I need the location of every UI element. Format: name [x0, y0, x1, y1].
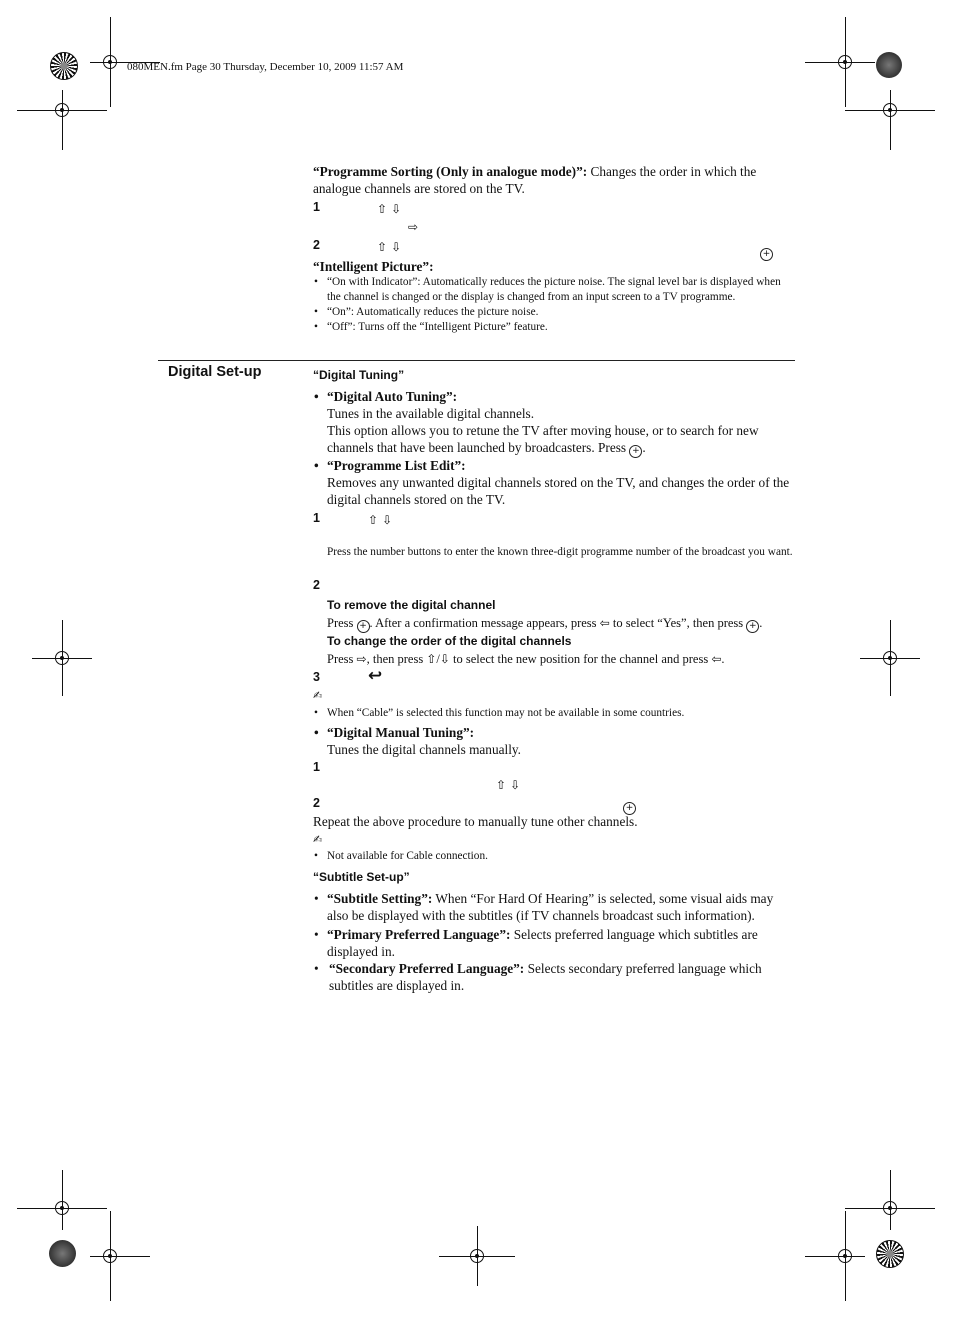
- analogue-settings-block: [313, 163, 795, 197]
- enter-icon: +: [357, 620, 370, 633]
- solid-target-icon: [876, 52, 902, 78]
- remove-text-c: to select “Yes”, then press: [609, 616, 747, 630]
- star-target-icon: [50, 52, 78, 80]
- list-item: • “On”: Automatically reduces the picture noise.: [313, 305, 795, 320]
- right-arrow-icon: [408, 218, 418, 236]
- not-available-block: [313, 849, 795, 864]
- up-arrow-icon: ⇧: [377, 202, 388, 216]
- primary-language-label: “Primary Preferred Language”:: [327, 927, 511, 942]
- programme-list-edit-text: Removes any unwanted digital channels stored on the TV, and changes the order of the digital channels stored on the TV.: [327, 475, 790, 507]
- list-item: • Not available for Cable connection.: [313, 849, 795, 864]
- step-number: 2: [313, 238, 320, 252]
- secondary-language-text: Selects secondary preferred language which subtitles are displayed in.: [329, 961, 762, 993]
- programme-list-edit-label: • “Programme List Edit”:: [313, 457, 795, 474]
- section-title: Digital Set-up: [168, 364, 262, 380]
- change-text-d: .: [721, 652, 725, 666]
- section-divider: [158, 360, 795, 361]
- right-arrow-glyph: ⇨: [408, 220, 419, 234]
- repeat-text: Repeat the above procedure to manually tune other channels.: [313, 814, 638, 829]
- enter-icon: +: [629, 445, 642, 458]
- up-arrow-icon: ⇧: [377, 240, 388, 254]
- down-arrow-icon: ⇩: [391, 202, 402, 216]
- digital-auto-tuning-desc-text: This option allows you to retune the TV after moving house, or to search for new channels that have been launched by broadcasters. Press: [327, 423, 759, 455]
- change-text-b: , then press: [366, 652, 427, 666]
- change-text-c: to select the new position for the channel and press: [449, 652, 712, 666]
- up-down-arrows-icon: [496, 776, 520, 794]
- down-arrow-icon: ⇩: [439, 652, 450, 666]
- digital-manual-tuning-text: Tunes the digital channels manually.: [327, 742, 522, 757]
- star-target-icon: [876, 1240, 904, 1268]
- step-number: 2: [313, 578, 320, 592]
- primary-language-text: Selects preferred language which subtitles are displayed in.: [327, 927, 758, 959]
- primary-language-item: [313, 926, 795, 960]
- change-text-a: Press: [327, 652, 357, 666]
- down-arrow-icon: ⇩: [391, 240, 402, 254]
- programme-sorting-paragraph: [313, 163, 795, 197]
- digital-manual-tuning-block: [313, 724, 795, 758]
- list-item: • “On with Indicator”: Automatically reduces the picture noise. The signal level bar is displayed when the channel is changed or the display is changed from an input screen to a TV programme.: [313, 275, 795, 305]
- list-item: • When “Cable” is selected this function may not be available in some countries.: [313, 706, 795, 721]
- left-arrow-icon: ⇦: [599, 616, 610, 630]
- left-arrow-icon: ⇦: [711, 652, 722, 666]
- remove-channel-heading: To remove the digital channel: [327, 598, 496, 612]
- cable-note-block: [313, 706, 795, 721]
- note-icon: ✍: [313, 833, 323, 846]
- right-arrow-icon: ⇨: [356, 652, 367, 666]
- step-number: 1: [313, 511, 320, 525]
- step-number: 3: [313, 670, 320, 684]
- secondary-language-label: “Secondary Preferred Language”:: [329, 961, 525, 976]
- digital-tuning-heading: “Digital Tuning”: [313, 368, 405, 382]
- down-arrow-icon: ⇩: [510, 778, 521, 792]
- digital-auto-tuning-line: Tunes in the available digital channels.: [327, 406, 535, 421]
- note-icon: ✍: [313, 689, 323, 702]
- up-down-arrows-icon: [368, 511, 392, 529]
- return-icon: ↩: [368, 666, 383, 686]
- list-item: • “Off”: Turns off the “Intelligent Picture” feature.: [313, 320, 795, 335]
- programme-sorting-text: Changes the order in which the analogue channels are stored on the TV.: [313, 164, 757, 196]
- remove-text-a: Press: [327, 616, 357, 630]
- remove-text-d: .: [759, 616, 763, 630]
- up-arrow-icon: ⇧: [426, 652, 437, 666]
- subtitle-setting-label: “Subtitle Setting”:: [327, 891, 433, 906]
- remove-channel-text: [327, 616, 797, 633]
- subtitle-settings-block: [313, 890, 795, 994]
- enter-glyph: +: [760, 248, 773, 261]
- solid-target-icon: [49, 1240, 76, 1267]
- remove-text-b: . After a confirmation message appears, press: [369, 616, 600, 630]
- number-buttons-text: Press the number buttons to enter the known three-digit programme number of the broadcast you want.: [327, 546, 793, 558]
- intelligent-picture-label: “Intelligent Picture”:: [313, 259, 434, 274]
- digital-manual-tuning-label: • “Digital Manual Tuning”:: [313, 724, 795, 741]
- programme-list-edit-block: [313, 457, 795, 508]
- step-number: 2: [313, 796, 320, 810]
- down-arrow-icon: ⇩: [382, 513, 393, 527]
- up-down-arrows-icon: [377, 200, 401, 218]
- digital-auto-tuning-desc: [313, 422, 795, 458]
- programme-sorting-label: “Programme Sorting (Only in analogue mode)”:: [313, 164, 588, 179]
- step-number: 1: [313, 200, 320, 214]
- step-number: 1: [313, 760, 320, 774]
- up-down-arrows-icon: [377, 238, 401, 256]
- change-order-text: [327, 652, 797, 667]
- enter-icon: +: [746, 620, 759, 633]
- subtitle-setting-text: When “For Hard Of Hearing” is selected, some visual aids may also be displayed with the subtitles (if TV channels broadcast such information).: [327, 891, 774, 923]
- intelligent-picture-block: [313, 258, 795, 335]
- slash: /: [436, 652, 440, 666]
- enter-glyph: +: [623, 802, 636, 815]
- subtitle-setup-heading: “Subtitle Set-up”: [313, 870, 410, 884]
- period: .: [642, 440, 646, 455]
- secondary-language-item: [313, 960, 795, 994]
- change-order-heading: To change the order of the digital channels: [327, 634, 572, 648]
- up-arrow-icon: ⇧: [496, 778, 507, 792]
- subtitle-setting-item: [313, 890, 795, 924]
- up-arrow-icon: ⇧: [368, 513, 379, 527]
- digital-auto-tuning-label: • “Digital Auto Tuning”:: [313, 388, 795, 405]
- file-header: 080MEN.fm Page 30 Thursday, December 10, 2009 11:57 AM: [127, 61, 404, 73]
- digital-auto-tuning-block: [313, 388, 795, 458]
